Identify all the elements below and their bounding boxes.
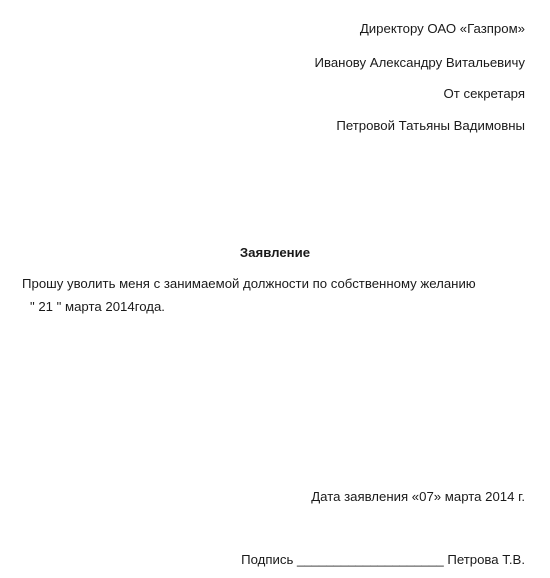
sender-line: От секретаря: [443, 86, 525, 101]
sender-name: Петровой Татьяны Вадимовны: [336, 118, 525, 133]
document-title: Заявление: [239, 245, 311, 260]
addressee-name: Иванову Александру Витальевичу: [314, 55, 525, 70]
request-date: " 21 " марта 2014года.: [30, 299, 165, 314]
request-text: Прошу уволить меня с занимаемой должности по собственному желанию: [22, 276, 476, 291]
signature-line: Подпись ____________________ Петрова Т.В.: [241, 552, 525, 567]
addressee-line: Директору ОАО «Газпром»: [359, 21, 525, 36]
application-date: Дата заявления «07» марта 2014 г.: [311, 489, 525, 504]
